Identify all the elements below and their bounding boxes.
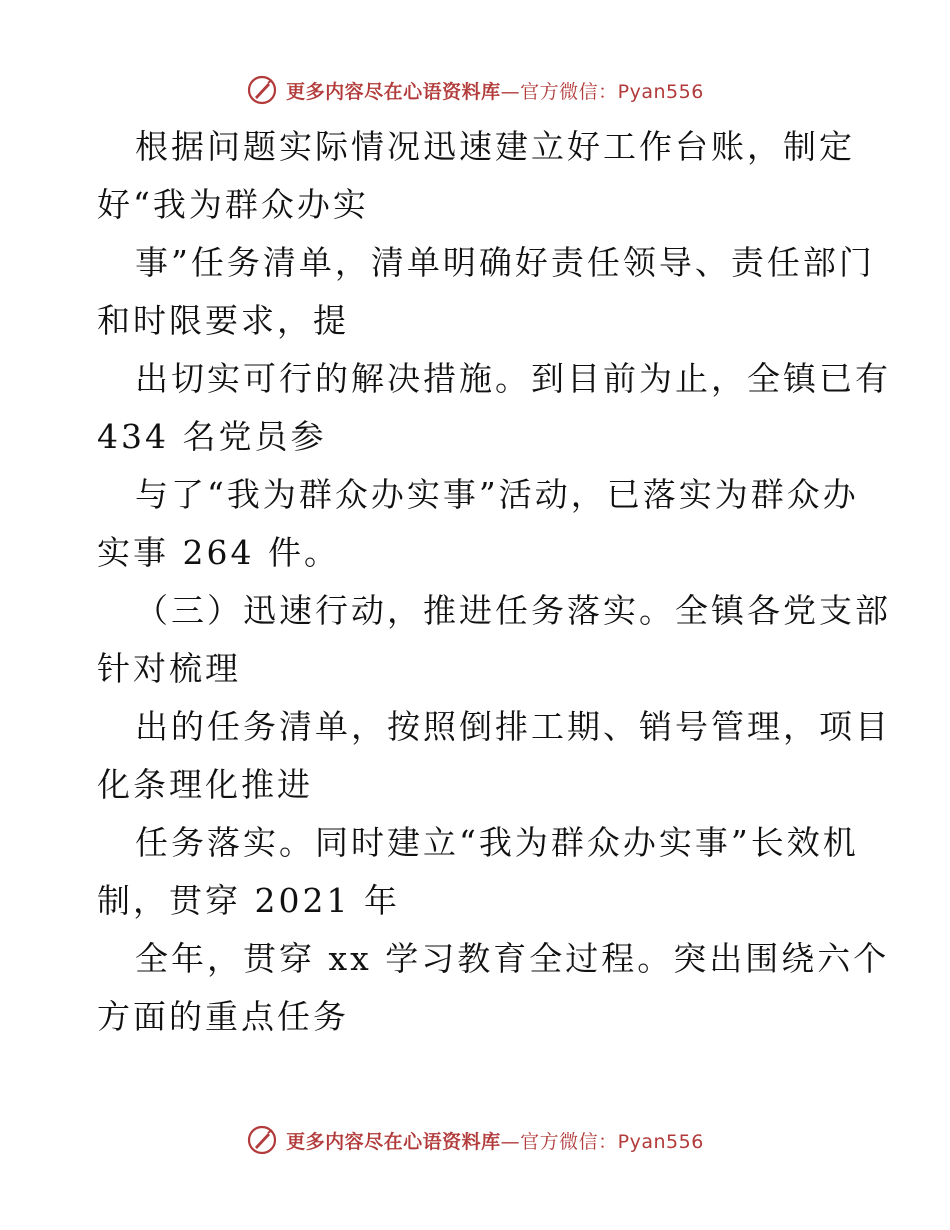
footer-watermark xyxy=(0,1120,950,1160)
watermark-wechat: 官方微信：Pyan556 xyxy=(520,80,704,103)
watermark-brand: 更多内容尽在心语资料库 xyxy=(286,80,501,103)
body-line: 与了“我为群众办实事”活动，已落实为群众办 xyxy=(135,475,859,514)
watermark-wechat: 官方微信：Pyan556 xyxy=(520,1130,704,1153)
body-line: 事”任务清单，清单明确好责任领导、责任部门 xyxy=(135,243,875,282)
body-line: 全年，贯穿 xx 学习教育全过程。突出围绕六个 xyxy=(135,939,890,978)
feather-pen-icon xyxy=(246,1124,278,1156)
feather-pen-icon xyxy=(246,74,278,106)
watermark-text xyxy=(286,1127,704,1154)
header-watermark xyxy=(0,70,950,110)
watermark-dash: — xyxy=(500,1130,521,1153)
document-body xyxy=(97,118,891,1046)
body-line: 根据问题实际情况迅速建立好工作台账，制定 xyxy=(135,127,855,166)
body-line: 434 名党员参 xyxy=(97,417,327,456)
body-line: 出的任务清单，按照倒排工期、销号管理，项目 xyxy=(135,707,891,746)
body-line: 出切实可行的解决措施。到目前为止，全镇已有 xyxy=(135,359,891,398)
body-line: 化条理化推进 xyxy=(97,765,313,804)
body-line: （三）迅速行动，推进任务落实。全镇各党支部 xyxy=(135,591,891,630)
body-line: 制，贯穿 2021 年 xyxy=(97,881,400,920)
body-line: 实事 264 件。 xyxy=(97,533,340,572)
body-line: 和时限要求，提 xyxy=(97,301,349,340)
body-line: 任务落实。同时建立“我为群众办实事”长效机 xyxy=(135,823,859,862)
body-line: 好“我为群众办实 xyxy=(97,185,369,224)
watermark-brand: 更多内容尽在心语资料库 xyxy=(286,1130,501,1153)
watermark-text xyxy=(286,77,704,104)
body-line: 针对梳理 xyxy=(97,649,241,688)
watermark-dash: — xyxy=(500,80,521,103)
body-line: 方面的重点任务 xyxy=(97,997,349,1036)
